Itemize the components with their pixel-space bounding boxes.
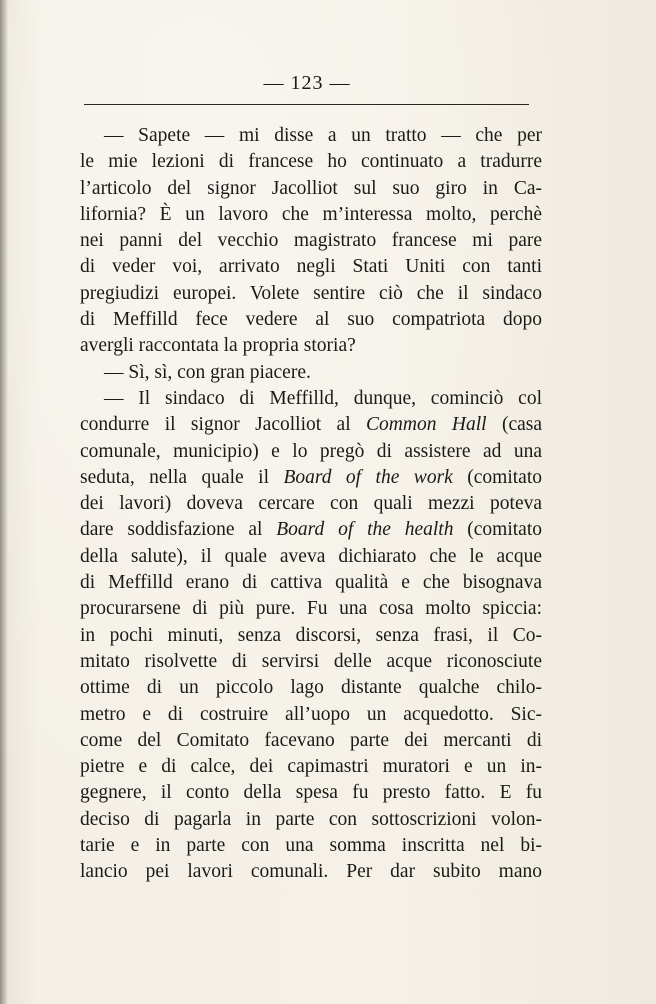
text-line [80, 333, 542, 359]
text-line [80, 439, 542, 465]
text-run: ottime di un piccolo lago distante qualche chilo- [80, 677, 542, 699]
page-number: — 123 — [263, 72, 351, 94]
text-run: pietre e di calce, dei capimastri muratori e un in- [80, 756, 542, 778]
text-run: della salute), il quale aveva dichiarato che le acque [80, 545, 542, 567]
text-line [80, 728, 542, 754]
text-line [80, 281, 542, 307]
text-line [80, 544, 542, 570]
text-run: deciso di pagarla in parte con sottoscrizioni volon- [80, 808, 542, 830]
binding-edge [0, 0, 8, 1004]
text-run: (comitato [452, 466, 542, 488]
header-rule [84, 104, 529, 105]
text-line [80, 123, 542, 149]
text-line [80, 386, 542, 412]
text-line [80, 623, 542, 649]
text-line [80, 859, 542, 885]
text-run: in pochi minuti, senza discorsi, senza frasi, il Co- [80, 624, 542, 646]
text-run: di Meffilld fece vedere al suo compatriota dopo [80, 309, 542, 331]
text-run: (casa [486, 414, 542, 436]
text-line [80, 228, 542, 254]
text-line [80, 465, 542, 491]
text-line [80, 360, 542, 386]
italic-text: Board of the health [276, 519, 454, 541]
text-line [80, 176, 542, 202]
text-line [80, 780, 542, 806]
text-line [80, 254, 542, 280]
text-run: — Sapete — mi disse a un tratto — che per [104, 125, 542, 146]
text-run: seduta, nella quale il [80, 466, 284, 488]
text-run: — Sì, sì, con gran piacere. [104, 361, 311, 383]
text-run: lancio pei lavori comunali. Per dar subito mano [80, 861, 542, 883]
text-run: di Meffilld erano di cattiva qualità e che bisognava [80, 572, 542, 594]
text-line [80, 596, 542, 622]
text-run: metro e di costruire all’uopo un acquedotto. Sic- [80, 703, 542, 725]
text-run: procurarsene di più pure. Fu una cosa molto spiccia: [80, 598, 542, 620]
text-line [80, 649, 542, 675]
text-line [80, 491, 542, 517]
text-run: condurre il signor Jacolliot al [80, 414, 367, 436]
text-line [80, 149, 542, 175]
text-line [80, 833, 542, 859]
text-run: comunale, municipio) e lo pregò di assistere ad una [80, 440, 542, 462]
text-run: di veder voi, arrivato negli Stati Uniti con tanti [80, 256, 542, 278]
text-run: (comitato [453, 519, 542, 541]
text-line [80, 517, 542, 543]
text-run: lifornia? È un lavoro che m’interessa molto, perchè [80, 203, 542, 225]
text-run: l’articolo del signor Jacolliot sul suo giro in Ca- [80, 177, 542, 199]
italic-text: Board of the work [283, 466, 453, 488]
text-line [80, 675, 542, 701]
text-line [80, 702, 542, 728]
text-line [80, 754, 542, 780]
text-run: mitato risolvette di servirsi delle acque riconosciute [80, 650, 542, 672]
text-run: nei panni del vecchio magistrato francese mi pare [80, 230, 542, 252]
body-text [80, 123, 542, 886]
text-run: come del Comitato facevano parte dei mercanti di [80, 729, 542, 751]
text-run: tarie e in parte con una somma inscritta nel bi- [80, 835, 542, 857]
text-run: le mie lezioni di francese ho continuato a tradurre [80, 151, 542, 173]
text-run: dei lavori) doveva cercare con quali mezzi poteva [80, 493, 542, 515]
italic-text: Common Hall [366, 414, 487, 436]
text-line [80, 412, 542, 438]
text-run: avergli raccontata la propria storia? [80, 335, 356, 357]
text-line [80, 807, 542, 833]
text-run: — Il sindaco di Meffilld, dunque, cominciò col [104, 387, 542, 409]
text-line [80, 570, 542, 596]
text-run: pregiudizi europei. Volete sentire ciò che il sindaco [80, 282, 542, 304]
text-line [80, 307, 542, 333]
text-run: dare soddisfazione al [80, 519, 277, 541]
text-line [80, 202, 542, 228]
text-run: gegnere, il conto della spesa fu presto fatto. E fu [80, 782, 542, 804]
